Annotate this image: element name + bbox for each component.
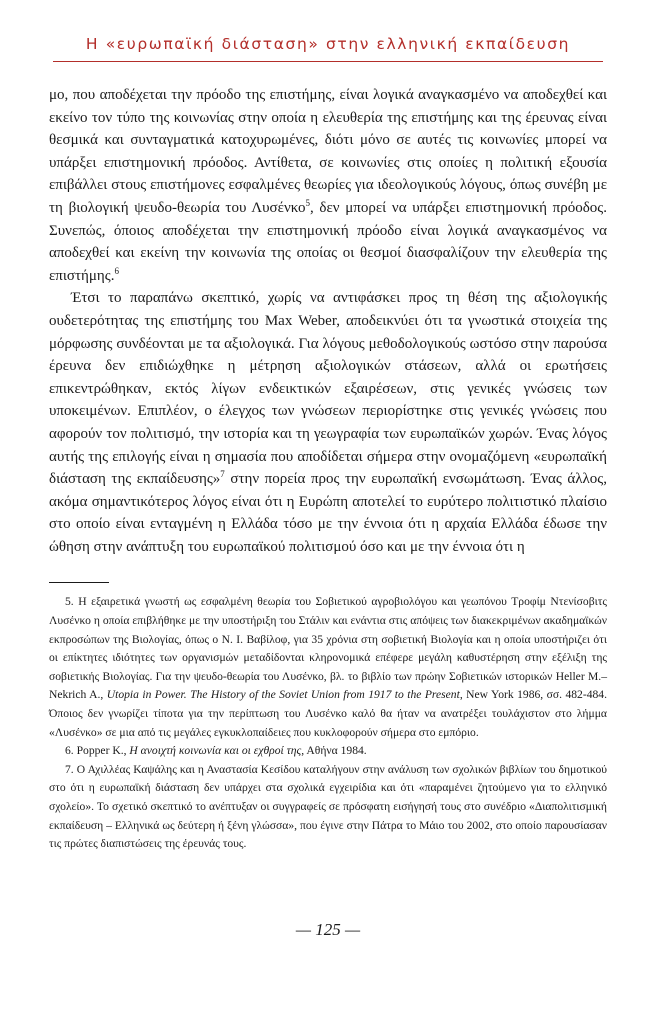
footnote-ref-5[interactable]: 5 (305, 197, 310, 208)
book-title: Η ανοιχτή κοινωνία και οι εχθροί της (129, 744, 302, 758)
footnote-ref-6[interactable]: 6 (114, 265, 119, 276)
footnote-7: 7. Ο Αχιλλέας Καψάλης και η Αναστασία Κεσίδου καταλήγουν στην ανάλυση των σχολικών βιβλίων του δημοτικού στο ότι η ευρωπαϊκή διάσταση δεν υπάρχει στα σχολικά εγχειρίδια και ότι «παραμένει ζητούμενο για το ελληνικό σχολείο». Το σχετικό σκεπτικό το ανέπτυξαν οι συγγραφείς σε πρόσφατη εισήγησή τους στο συνέδριο «Διαπολιτισμική εκπαίδευση – Ελληνικά ως δεύτερη ή ξένη γλώσσα», που έγινε στην Πάτρα το Μάιο του 2002, στο οποίο παρουσίασαν τις πρώτες διαπιστώσεις της έρευνάς τους. (49, 762, 607, 851)
book-page (49, 34, 607, 994)
footnote-6: 6. Popper K., Η ανοιχτή κοινωνία και οι εχθροί της, Αθήνα 1984. (65, 744, 367, 758)
footnote-5: 5. Η εξαιρετικά γνωστή ως εσφαλμένη θεωρία του Σοβιετικού αγροβιολόγου και γεωπόνου Τροφίμ Ντενίσοβιτς Λυσένκο η οποία επιβλήθηκε με την υποστήριξη του Στάλιν και ενάντια στις απόψεις των διακεκριμένων ακαδημαϊκών εκπροσώπων της Βιολογίας, όπως ο N. I. Βαβίλοφ, για 35 χρόνια στη σοβιετική Βιολογία και η οποία υποστήριζει ότι οι επίκτητες ιδιότητες των οργανισμών μεταδίδονται κληρονομικά επέφερε μεγάλη καθυστέρηση στην εξέλιξη της σοβιετικής Βιολογίας. Για την ψευδο-θεωρία του Λυσένκο, βλ. το βιβλίο των πρώην Σοβιετικών ιστορικών Heller M.– Nekrich A., Utopia in Power. The History of the Soviet Union from 1917 to the Present, New York 1986, σσ. 482-484. Όποιος δεν γνωρίζει τίποτα για την περίπτωση του Λυσένκο καλό θα ήταν να ανατρέξει τουλάχιστον στο λήμμα «Λυσένκο» σε μια από τις μεγάλες εγκυκλοπαίδειες που κυκλοφορούν σήμερα στο εμπόριο. (49, 595, 607, 739)
main-text (49, 84, 607, 558)
footnote-ref-7[interactable]: 7 (220, 469, 225, 480)
footnotes (49, 593, 607, 853)
paragraph-2: Έτσι το παραπάνω σκεπτικό, χωρίς να αντιφάσκει προς τη θέση της αξιολογικής ουδετερότητας της επιστήμης του Max Weber, αποδεικνύει ότι τα γνωστικά στοιχεία της μόρφωσης συνδέονται με τα αξιολογικά. Για λόγους μεθοδολογικούς ωστόσο στην παρούσα έρευνα δεν επιδιώχθηκε η μέτρηση αξιολογικών στάσεων, αλλά οι ερωτήσεις επικεντρώθηκαν, εκτός λίγων ενδεικτικών εξαιρέσεων, στις γενικές γνώσεις των υποκειμένων. Επιπλέον, ο έλεγχος των γνώσεων περιορίστηκε στις γενικές γνώσεις που αφορούν τον πολιτισμό, την ιστορία και τη γεωγραφία των ευρωπαϊκών χωρών. Ένας λόγος αυτής της επιλογής είναι η σημασία που αποδίδεται σήμερα στην ονομαζόμενη «ευρωπαϊκή διάσταση της εκπαίδευσης»$^7$ στην πορεία προς την ευρωπαϊκή ενσωμάτωση. Ένας άλλος, ακόμα σημαντικότερος λόγος είναι ότι η Ευρώπη αποτελεί το ευρύτερο πολιτιστικό πλαίσιο στο οποίο είναι ενταγμένη η Ελλάδα τόσο με την έννοια ότι η αρχαία Ελλάδα έδωσε την ώθηση στην ανάπτυξη του ευρωπαϊκού πολιτισμού όσο και με την έννοια ότι η (49, 290, 607, 555)
book-title: Utopia in Power. The History of the Soviet Union from 1917 to the Present (106, 688, 460, 702)
page-number: — 125 — (295, 920, 361, 939)
header-rule (53, 61, 603, 62)
paragraph-1: μο, που αποδέχεται την πρόοδο της επιστήμης, είναι λογικά αναγκασμένο να αποδεχθεί και εκείνο τον τύπο της κοινωνίας στην οποία η ελευθερία της επιστήμης και της έρευνας είναι θεσμικά και συνταγματικά κατοχυρωμένες, διότι μόνο σε αυτές τις κοινωνίες μπορεί να υπάρξει επιστημονική πρόοδος. Αντίθετα, σε κοινωνίες στις οποίες η πολιτική εξουσία επιβάλλει στους επιστήμονες εσφαλμένες θεωρίες για ιδεολογικούς λόγους, όπως συνέβη με τη βιολογική ψευδο-θεωρία του Λυσένκο$^5$, δεν μπορεί να υπάρξει επιστημονική πρόοδος. Συνεπώς, όποιος αποδέχεται την επιστημονική πρόοδο είναι λογικά αναγκασμένος να αποδεχθεί και εκείνη την κοινωνία της οποίας οι θεσμοί διασφαλίζουν την ελευθερία της επιστήμης.$^6$ (49, 87, 607, 284)
footnote-separator (49, 582, 109, 583)
running-header: Η «ευρωπαϊκή διάσταση» στην ελληνική εκπαίδευση (85, 35, 571, 53)
